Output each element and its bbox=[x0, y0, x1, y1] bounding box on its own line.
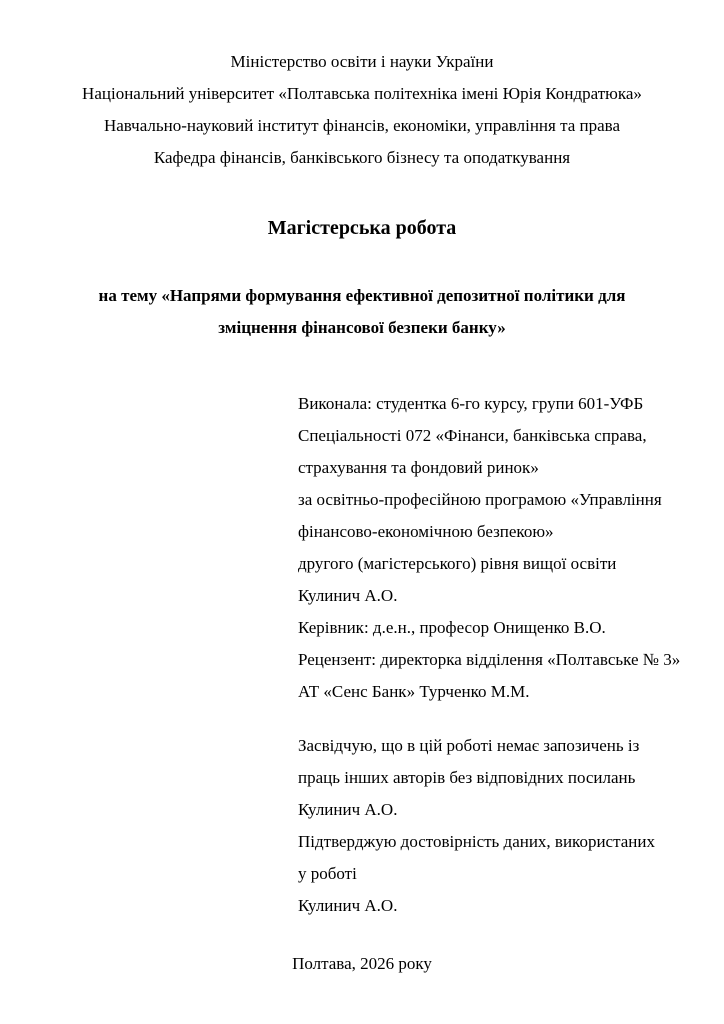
details-line: страхування та фондовий ринок» bbox=[298, 458, 539, 477]
details-line: фінансово-економічною безпекою» bbox=[298, 522, 554, 541]
details-line: АТ «Сенс Банк» Турченко М.М. bbox=[298, 682, 530, 701]
declaration-line: праць інших авторів без відповідних посилань bbox=[298, 768, 636, 787]
topic-line: зміцнення фінансової безпеки банку» bbox=[218, 318, 506, 337]
declaration-line: Засвідчую, що в цій роботі немає запозичень із bbox=[298, 736, 640, 755]
department-line: Кафедра фінансів, банківського бізнесу та оподаткування bbox=[153, 148, 571, 167]
details-line: Керівник: д.е.н., професор Онищенко В.О. bbox=[298, 618, 606, 637]
declaration bbox=[298, 730, 724, 922]
institution-header bbox=[0, 46, 724, 174]
topic-line: на тему «Напрями формування ефективної депозитної політики для bbox=[98, 286, 626, 305]
details-line: Спеціальності 072 «Фінанси, банківська справа, bbox=[298, 426, 647, 445]
declaration-line: Підтверджую достовірність даних, використаних bbox=[298, 832, 655, 851]
university-line: Національний університет «Полтавська політехніка імені Юрія Кондратюка» bbox=[82, 84, 642, 103]
thesis-topic bbox=[0, 280, 724, 344]
details-line: Кулинич А.О. bbox=[298, 586, 398, 605]
author-details bbox=[298, 388, 724, 708]
declaration-line: Кулинич А.О. bbox=[298, 800, 398, 819]
declaration-line: Кулинич А.О. bbox=[298, 896, 398, 915]
details-line: Виконала: студентка 6-го курсу, групи 601-УФБ bbox=[298, 394, 644, 413]
institute-line: Навчально-науковий інститут фінансів, економіки, управління та права bbox=[103, 116, 621, 135]
declaration-line: у роботі bbox=[298, 864, 357, 883]
details-line: Рецензент: директорка відділення «Полтавське № 3» bbox=[298, 650, 681, 669]
details-line: за освітньо-професійною програмою «Управління bbox=[298, 490, 662, 509]
thesis-title: Магістерська робота bbox=[267, 217, 457, 239]
details-line: другого (магістерського) рівня вищої освіти bbox=[298, 554, 617, 573]
place-year: Полтава, 2026 року bbox=[292, 954, 432, 973]
ministry-line: Міністерство освіти і науки України bbox=[230, 52, 494, 71]
